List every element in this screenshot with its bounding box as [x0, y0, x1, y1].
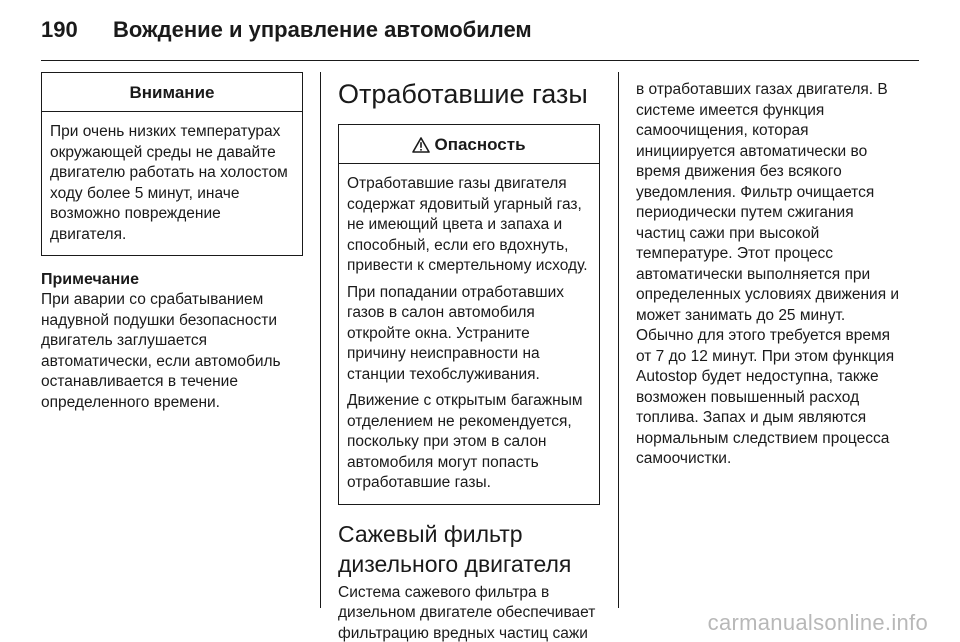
column-left [41, 72, 303, 413]
column-right [636, 80, 904, 470]
danger-paragraph: Движение с открытым багажным отделением не рекомендуется, поскольку при этом в салон автомобиля могут попасть отработавшие газы. [347, 392, 583, 491]
note-title: Примечание [41, 271, 140, 288]
column-middle [338, 72, 600, 642]
column-divider [618, 72, 619, 608]
section-title-dpf: Сажевый фильтр дизельного двигателя [338, 520, 572, 577]
header-divider [41, 60, 919, 61]
page-title: Вождение и управление автомобилем [113, 17, 532, 42]
dpf-text-continuation: в отработавших газах двигателя. В системе имеется функция самоочищения, которая инициируется автоматически во время движения без всякого уведомления. Фильтр очищается периодически путем сжигания частиц сажи при высокой температуре. Этот процесс автоматически выполняется при определенных условиях движения и может занимать до 25 минут. Обычно для этого требуется время от 7 до 12 минут. При этом функция Autostop будет недоступна, также возможен повышенный расход топлива. Запах и дым являются нормальным следствием процесса самоочистки. [636, 81, 900, 467]
page-header [41, 10, 532, 50]
column-divider [320, 72, 321, 608]
caution-box [41, 72, 303, 256]
danger-paragraph: Отработавшие газы двигателя содержат ядовитый угарный газ, не имеющий цвета и запаха и способный, если его вдохнуть, привести к смертельному исходу. [347, 175, 588, 274]
watermark: carmanualsonline.info [707, 610, 928, 635]
caution-box-title: Внимание [42, 73, 302, 112]
danger-box-header [339, 125, 599, 164]
danger-paragraph: При попадании отработавших газов в салон автомобиля откройте окна. Устраните причину неисправности на станции техобслуживания. [347, 283, 564, 383]
dpf-text: Система сажевого фильтра в дизельном двигателе обеспечивает фильтрацию вредных частиц сажи [338, 583, 596, 642]
danger-box-title: Опасность [434, 135, 526, 154]
danger-box-body [339, 164, 599, 504]
note-text: При аварии со срабатыванием надувной подушки безопасности двигатель заглушается автоматически, если автомобиль останавливается в течение определенного времени. [41, 291, 281, 411]
caution-box-text: При очень низких температурах окружающей среды не давайте двигателю работать на холостом ходу более 5 минут, иначе возможно повреждение двигателя. [50, 123, 288, 243]
section-title-exhaust: Отработавшие газы [338, 79, 588, 109]
danger-box [338, 124, 600, 505]
page-number: 190 [41, 17, 78, 42]
warning-triangle-icon [412, 137, 430, 153]
